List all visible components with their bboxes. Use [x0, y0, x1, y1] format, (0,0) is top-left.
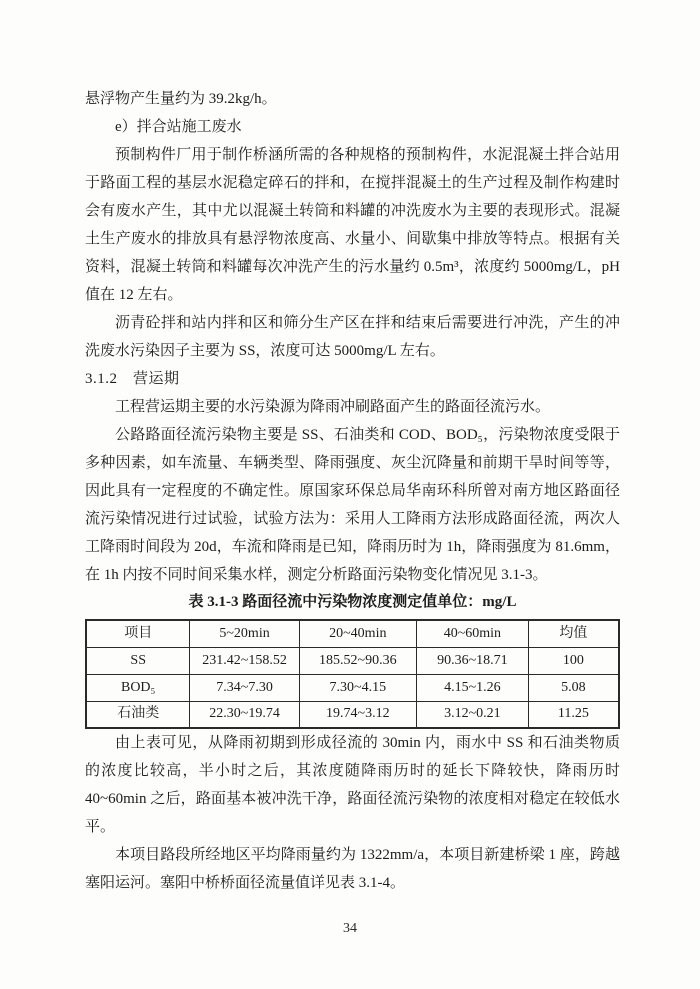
table-cell: 7.34~7.30	[190, 674, 299, 701]
table-cell: SS	[86, 647, 190, 674]
table-row-ss	[86, 647, 619, 674]
table-caption: 表 3.1-3 路面径流中污染物浓度测定值单位：mg/L	[188, 594, 517, 610]
table-header-cell: 均值	[528, 620, 619, 647]
table-row-petroleum	[86, 701, 619, 728]
page-content	[85, 85, 620, 897]
table-cell: 3.12~0.21	[416, 701, 528, 728]
paragraph-operation-period: 工程营运期主要的水污染源为降雨冲刷路面产生的路面径流污水。	[115, 399, 551, 415]
table-cell: 100	[528, 647, 619, 674]
table-cell: 19.74~3.12	[299, 701, 416, 728]
paragraph-road-runoff: 公路路面径流污染物主要是 SS、石油类和 COD、BOD₅，污染物浓度受限于多种因素，如车流量、车辆类型、降雨强度、灰尘沉降量和前期干旱时间等等，因此具有一定程度的不确定性。原国家环保总局华南环科所曾对南方地区路面径流污染情况进行过试验，试验方法为：采用人工降雨方法形成路面径流，两次人工降雨时间段为 20d，车流和降雨是已知，降雨历时为 1h，降雨强度为 81.6mm，在 1h 内按不同时间采集水样，测定分析路面污染物变化情况见 3.1-3。	[85, 427, 620, 583]
table-row-bod5	[86, 674, 619, 701]
table-cell: 4.15~1.26	[416, 674, 528, 701]
table-cell: 185.52~90.36	[299, 647, 416, 674]
table-header-cell: 20~40min	[299, 620, 416, 647]
list-item-e: e）拌合站施工废水	[115, 119, 242, 135]
paragraph-precast-plant: 预制构件厂用于制作桥涵所需的各种规格的预制构件，水泥混凝土拌合站用于路面工程的基层水泥稳定碎石的拌和，在搅拌混凝土的生产过程及制作构建时会有废水产生，其中尤以混凝土转筒和料罐的冲洗废水为主要的表现形式。混凝土生产废水的排放具有悬浮物浓度高、水量小、间歇集中排放等特点。根据有关资料，混凝土转筒和料罐每次冲洗产生的污水量约 0.5m³，浓度约 5000mg/L，pH 值在 12 左右。	[85, 147, 620, 303]
paragraph-bridge-runoff: 本项目路段所经地区平均降雨量约为 1322mm/a，本项目新建桥梁 1 座，跨越塞阳运河。塞阳中桥桥面径流量值详见表 3.1-4。	[85, 847, 620, 891]
paragraph-asphalt-station: 沥青砼拌和站内拌和区和筛分生产区在拌和结束后需要进行冲洗，产生的冲洗废水污染因子主要为 SS，浓度可达 5000mg/L 左右。	[85, 315, 620, 359]
table-cell: 90.36~18.71	[416, 647, 528, 674]
runoff-concentration-table	[85, 619, 620, 729]
paragraph-conclusion: 由上表可见，从降雨初期到形成径流的 30min 内，雨水中 SS 和石油类物质的浓度比较高，半小时之后，其浓度随降雨历时的延长下降较快，降雨历时 40~60min 之后，路面基本被冲洗干净，路面径流污染物的浓度相对稳定在较低水平。	[85, 735, 620, 835]
table-cell: BOD₅	[86, 674, 190, 701]
table-header-cell: 5~20min	[190, 620, 299, 647]
paragraph-continuation: 悬浮物产生量约为 39.2kg/h。	[85, 91, 277, 107]
table-cell: 22.30~19.74	[190, 701, 299, 728]
table-header-cell: 40~60min	[416, 620, 528, 647]
table-cell: 231.42~158.52	[190, 647, 299, 674]
table-cell: 石油类	[86, 701, 190, 728]
section-heading-3-1-2: 3.1.2 营运期	[85, 371, 180, 387]
table-header-row	[86, 620, 619, 647]
page-number: 34	[343, 921, 357, 936]
table-cell: 7.30~4.15	[299, 674, 416, 701]
table-cell: 5.08	[528, 674, 619, 701]
table-cell: 11.25	[528, 701, 619, 728]
table-header-cell: 项目	[86, 620, 190, 647]
